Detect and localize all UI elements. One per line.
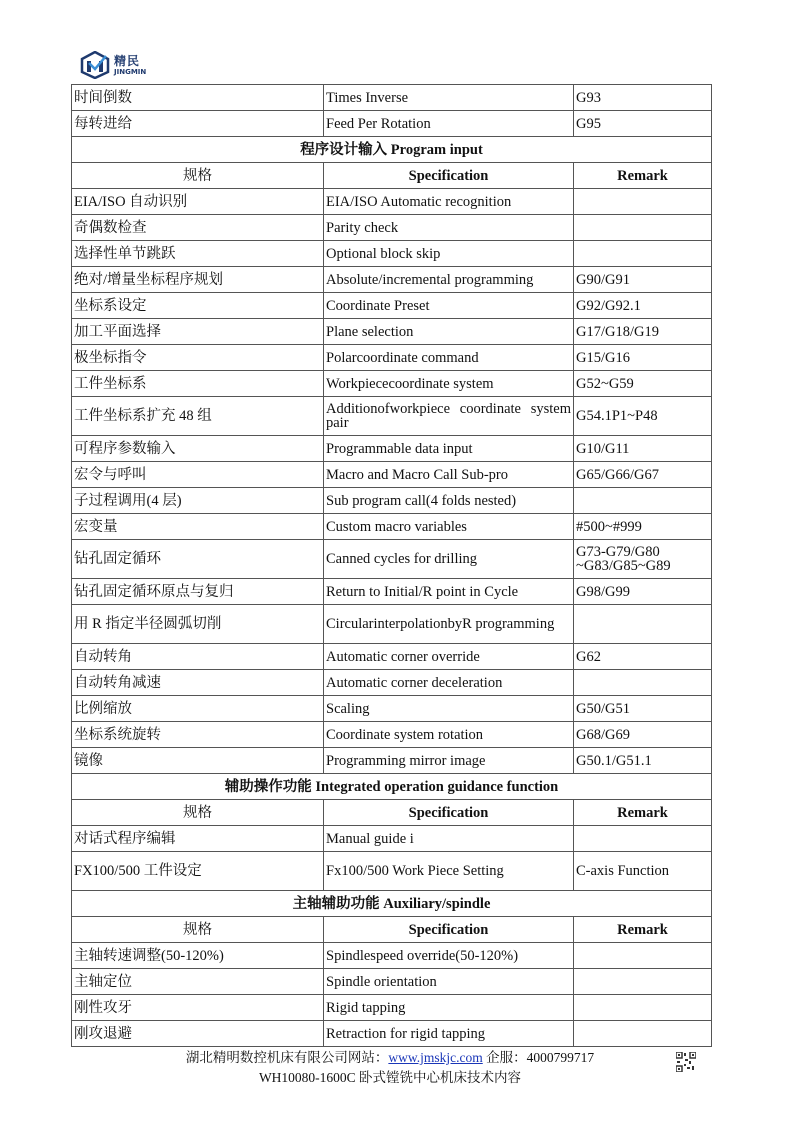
table-row	[72, 826, 712, 852]
cell-spec: EIA/ISO Automatic recognition	[324, 189, 574, 215]
table-row	[72, 319, 712, 345]
cell-cn: 钻孔固定循环	[72, 540, 324, 579]
table-row	[72, 462, 712, 488]
cell-spec: Macro and Macro Call Sub-pro	[324, 462, 574, 488]
cell-cn: 每转进给	[72, 111, 324, 137]
section-title: 程序设计输入 Program input	[72, 137, 712, 163]
logo-text-cn: 精民	[114, 53, 141, 68]
cell-remark	[574, 488, 712, 514]
cell-spec: Automatic corner deceleration	[324, 670, 574, 696]
column-header-row	[72, 917, 712, 943]
cell-remark: G93	[574, 85, 712, 111]
table-row	[72, 748, 712, 774]
cell-cn: 自动转角	[72, 644, 324, 670]
section-title: 辅助操作功能 Integrated operation guidance function	[72, 774, 712, 800]
cell-cn: 钻孔固定循环原点与复归	[72, 579, 324, 605]
footer-company: 湖北精明数控机床有限公司网站：	[185, 1050, 389, 1065]
column-header-row	[72, 163, 712, 189]
column-header-remark: Remark	[574, 800, 712, 826]
cell-cn: 极坐标指令	[72, 345, 324, 371]
cell-spec: Scaling	[324, 696, 574, 722]
cell-cn: 比例缩放	[72, 696, 324, 722]
cell-cn: 时间倒数	[72, 85, 324, 111]
cell-cn: 加工平面选择	[72, 319, 324, 345]
cell-cn: 坐标系统旋转	[72, 722, 324, 748]
cell-remark: G50.1/G51.1	[574, 748, 712, 774]
column-header-spec: Specification	[324, 800, 574, 826]
cell-spec: Manual guide i	[324, 826, 574, 852]
footer-line-1	[0, 1046, 790, 1066]
cell-spec: Return to Initial/R point in Cycle	[324, 579, 574, 605]
table-row	[72, 852, 712, 891]
table-row	[72, 111, 712, 137]
column-header-spec: Specification	[324, 917, 574, 943]
table-row	[72, 605, 712, 644]
footer-service: 企服：4000799717	[482, 1050, 595, 1065]
table-row	[72, 514, 712, 540]
cell-spec: Optional block skip	[324, 241, 574, 267]
table-row	[72, 579, 712, 605]
table-row	[72, 371, 712, 397]
table-row	[72, 488, 712, 514]
qr-code-icon	[676, 1052, 696, 1072]
cell-remark: G68/G69	[574, 722, 712, 748]
website-link[interactable]: www.jmskjc.com	[388, 1050, 483, 1065]
cell-cn: 子过程调用(4 层)	[72, 488, 324, 514]
table-row	[72, 397, 712, 436]
cell-remark: G62	[574, 644, 712, 670]
table-row	[72, 644, 712, 670]
cell-remark: G17/G18/G19	[574, 319, 712, 345]
cell-cn: 用 R 指定半径圆弧切削	[72, 605, 324, 644]
cell-cn: 刚攻退避	[72, 1021, 324, 1047]
table-row	[72, 696, 712, 722]
table-row	[72, 85, 712, 111]
cell-remark	[574, 215, 712, 241]
cell-spec: Absolute/incremental programming	[324, 267, 574, 293]
column-header-remark: Remark	[574, 163, 712, 189]
table-row	[72, 345, 712, 371]
cell-remark: G10/G11	[574, 436, 712, 462]
table-row	[72, 267, 712, 293]
section-title: 主轴辅助功能 Auxiliary/spindle	[72, 891, 712, 917]
cell-remark	[574, 189, 712, 215]
section-header	[72, 774, 712, 800]
logo-text-en: JINGMIN	[114, 67, 147, 76]
table-row	[72, 969, 712, 995]
cell-remark	[574, 670, 712, 696]
column-header-cn: 规格	[72, 917, 324, 943]
table-row	[72, 540, 712, 579]
cell-spec: Times Inverse	[324, 85, 574, 111]
cell-spec: Programmable data input	[324, 436, 574, 462]
cell-spec: Feed Per Rotation	[324, 111, 574, 137]
cell-remark: G98/G99	[574, 579, 712, 605]
cell-cn: 镜像	[72, 748, 324, 774]
cell-cn: 自动转角减速	[72, 670, 324, 696]
table-row	[72, 943, 712, 969]
section-header	[72, 891, 712, 917]
column-header-spec: Specification	[324, 163, 574, 189]
cell-spec: Parity check	[324, 215, 574, 241]
spec-table	[71, 84, 712, 1047]
cell-remark	[574, 969, 712, 995]
cell-spec: Coordinate Preset	[324, 293, 574, 319]
section-header	[72, 137, 712, 163]
cell-spec: Coordinate system rotation	[324, 722, 574, 748]
company-logo	[80, 50, 170, 80]
cell-spec: Plane selection	[324, 319, 574, 345]
cell-spec: Canned cycles for drilling	[324, 540, 574, 579]
cell-cn: 工件坐标系扩充 48 组	[72, 397, 324, 436]
cell-cn: FX100/500 工件设定	[72, 852, 324, 891]
table-row	[72, 436, 712, 462]
cell-remark	[574, 826, 712, 852]
table-row	[72, 670, 712, 696]
cell-remark	[574, 241, 712, 267]
cell-cn: EIA/ISO 自动识别	[72, 189, 324, 215]
footer-doc-title: WH10080-1600C 卧式镗铣中心机床技术内容	[258, 1070, 522, 1085]
cell-cn: 绝对/增量坐标程序规划	[72, 267, 324, 293]
cell-remark	[574, 1021, 712, 1047]
cell-remark: #500~#999	[574, 514, 712, 540]
cell-remark: G54.1P1~P48	[574, 397, 712, 436]
cell-remark	[574, 995, 712, 1021]
cell-spec: CircularinterpolationbyR programming	[324, 605, 574, 644]
cell-remark	[574, 943, 712, 969]
cell-cn: 选择性单节跳跃	[72, 241, 324, 267]
cell-cn: 坐标系设定	[72, 293, 324, 319]
cell-remark: G95	[574, 111, 712, 137]
table-row	[72, 293, 712, 319]
cell-cn: 主轴转速调整(50-120%)	[72, 943, 324, 969]
cell-cn: 工件坐标系	[72, 371, 324, 397]
cell-remark	[574, 605, 712, 644]
cell-remark: G73-G79/G80 ~G83/G85~G89	[574, 540, 712, 579]
cell-cn: 对话式程序编辑	[72, 826, 324, 852]
table-row	[72, 241, 712, 267]
cell-cn: 宏变量	[72, 514, 324, 540]
cell-spec: Additionofworkpiece coordinate system pair	[324, 397, 574, 436]
cell-remark: G50/G51	[574, 696, 712, 722]
cell-remark: G90/G91	[574, 267, 712, 293]
cell-spec: Workpiececoordinate system	[324, 371, 574, 397]
cell-spec: Polarcoordinate command	[324, 345, 574, 371]
table-row	[72, 722, 712, 748]
cell-remark: G65/G66/G67	[574, 462, 712, 488]
cell-spec: Sub program call(4 folds nested)	[324, 488, 574, 514]
cell-remark: G92/G92.1	[574, 293, 712, 319]
cell-cn: 奇偶数检查	[72, 215, 324, 241]
cell-spec: Rigid tapping	[324, 995, 574, 1021]
column-header-remark: Remark	[574, 917, 712, 943]
column-header-cn: 规格	[72, 163, 324, 189]
jingmin-logo-icon	[80, 51, 110, 79]
table-row	[72, 995, 712, 1021]
column-header-cn: 规格	[72, 800, 324, 826]
cell-cn: 宏令与呼叫	[72, 462, 324, 488]
cell-spec: Retraction for rigid tapping	[324, 1021, 574, 1047]
table-row	[72, 215, 712, 241]
cell-remark: G15/G16	[574, 345, 712, 371]
table-row	[72, 1021, 712, 1047]
cell-spec: Spindle orientation	[324, 969, 574, 995]
cell-cn: 主轴定位	[72, 969, 324, 995]
column-header-row	[72, 800, 712, 826]
table-row	[72, 189, 712, 215]
cell-remark: C-axis Function	[574, 852, 712, 891]
cell-cn: 刚性攻牙	[72, 995, 324, 1021]
cell-spec: Custom macro variables	[324, 514, 574, 540]
cell-spec: Programming mirror image	[324, 748, 574, 774]
cell-spec: Automatic corner override	[324, 644, 574, 670]
cell-spec: Fx100/500 Work Piece Setting	[324, 852, 574, 891]
cell-spec: Spindlespeed override(50-120%)	[324, 943, 574, 969]
cell-cn: 可程序参数输入	[72, 436, 324, 462]
cell-remark: G52~G59	[574, 371, 712, 397]
